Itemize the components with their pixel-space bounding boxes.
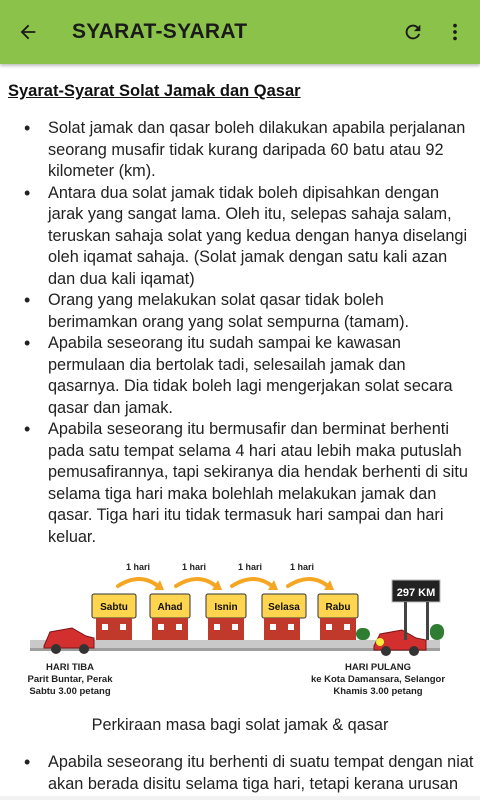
list-item: • Apabila seseorang itu berhenti di suatu tempat dengan niat akan berada disitu selama tiga hari, tetapi kerana urusan	[24, 752, 476, 795]
depart-time: Khamis 3.00 petang	[333, 686, 423, 697]
page-title: SYARAT-SYARAT	[72, 20, 248, 43]
arrow-icon	[118, 579, 158, 586]
house-icon	[208, 618, 244, 640]
arrive-title: HARI TIBA	[45, 662, 95, 673]
more-vert-icon	[444, 21, 466, 43]
house-icon	[152, 618, 188, 640]
app-bar	[0, 0, 480, 64]
day-label: Isnin	[214, 602, 238, 613]
arrow-label: 1 hari	[290, 562, 315, 572]
conditions-list-continued	[24, 752, 476, 795]
arrive-time: Sabtu 3.00 petang	[29, 686, 111, 697]
arrow-left-icon	[17, 21, 39, 43]
day-label: Ahad	[157, 602, 183, 613]
refresh-button[interactable]	[392, 0, 434, 64]
travel-timeline-figure	[0, 554, 480, 704]
arrow-icon	[232, 579, 272, 586]
refresh-icon	[402, 21, 424, 43]
depart-title: HARI PULANG	[345, 662, 411, 673]
list-item: • Apabila seseorang itu sudah sampai ke kawasan permulaan dia bertolak tadi, selesailah jamak dan qasarnya. Dia tidak boleh lagi mengerjakan solat secara qasar dan jamak.	[24, 333, 476, 419]
arrow-label: 1 hari	[126, 562, 151, 572]
back-button[interactable]	[0, 0, 56, 64]
car-icon	[374, 630, 426, 656]
house-icon	[320, 618, 356, 640]
day-label: Rabu	[325, 602, 351, 613]
arrow-icon	[176, 579, 216, 586]
arrive-place: Parit Buntar, Perak	[27, 674, 113, 685]
article-content[interactable]	[0, 64, 480, 800]
bottom-edge	[0, 796, 480, 800]
overflow-menu-button[interactable]	[434, 0, 476, 64]
list-item: • Antara dua solat jamak tidak boleh dipisahkan dengan jarak yang sangat lama. Oleh itu, selepas sahaja salam, teruskan sahaja solat yang kedua dengan hanya diselangi oleh iqamat sahaja. (Solat jamak dengan satu kali azan dan dua kali iqamat)	[24, 183, 476, 291]
arrow-icon	[288, 579, 328, 586]
list-item: • Orang yang melakukan solat qasar tidak boleh berimamkan orang yang solat sempurna (tamam).	[24, 290, 476, 333]
figure-caption: Perkiraan masa bagi solat jamak & qasar	[91, 716, 389, 734]
house-icon	[96, 618, 132, 640]
list-item: • Solat jamak dan qasar boleh dilakukan apabila perjalanan seorang musafir tidak kurang daripada 60 batu atau 92 kilometer (km).	[24, 118, 476, 183]
depart-place: ke Kota Damansara, Selangor	[310, 674, 446, 685]
list-item: • Apabila seseorang itu bermusafir dan berminat berhenti pada satu tempat selama 4 hari atau lebih maka putuslah pemusafirannya, tapi sekiranya dia hendak berhenti di situ selama tiga hari maka bolehlah melakukan jamak dan qasar. Tiga hari itu tidak termasuk hari sampai dan hari keluar.	[24, 419, 476, 548]
distance-label: 297 KM	[396, 587, 436, 599]
conditions-list	[24, 118, 476, 548]
house-icon	[264, 618, 300, 640]
arrow-label: 1 hari	[238, 562, 263, 572]
day-label: Sabtu	[100, 602, 128, 613]
article-heading: Syarat-Syarat Solat Jamak dan Qasar	[8, 82, 301, 100]
day-label: Selasa	[268, 602, 300, 613]
arrow-label: 1 hari	[182, 562, 207, 572]
